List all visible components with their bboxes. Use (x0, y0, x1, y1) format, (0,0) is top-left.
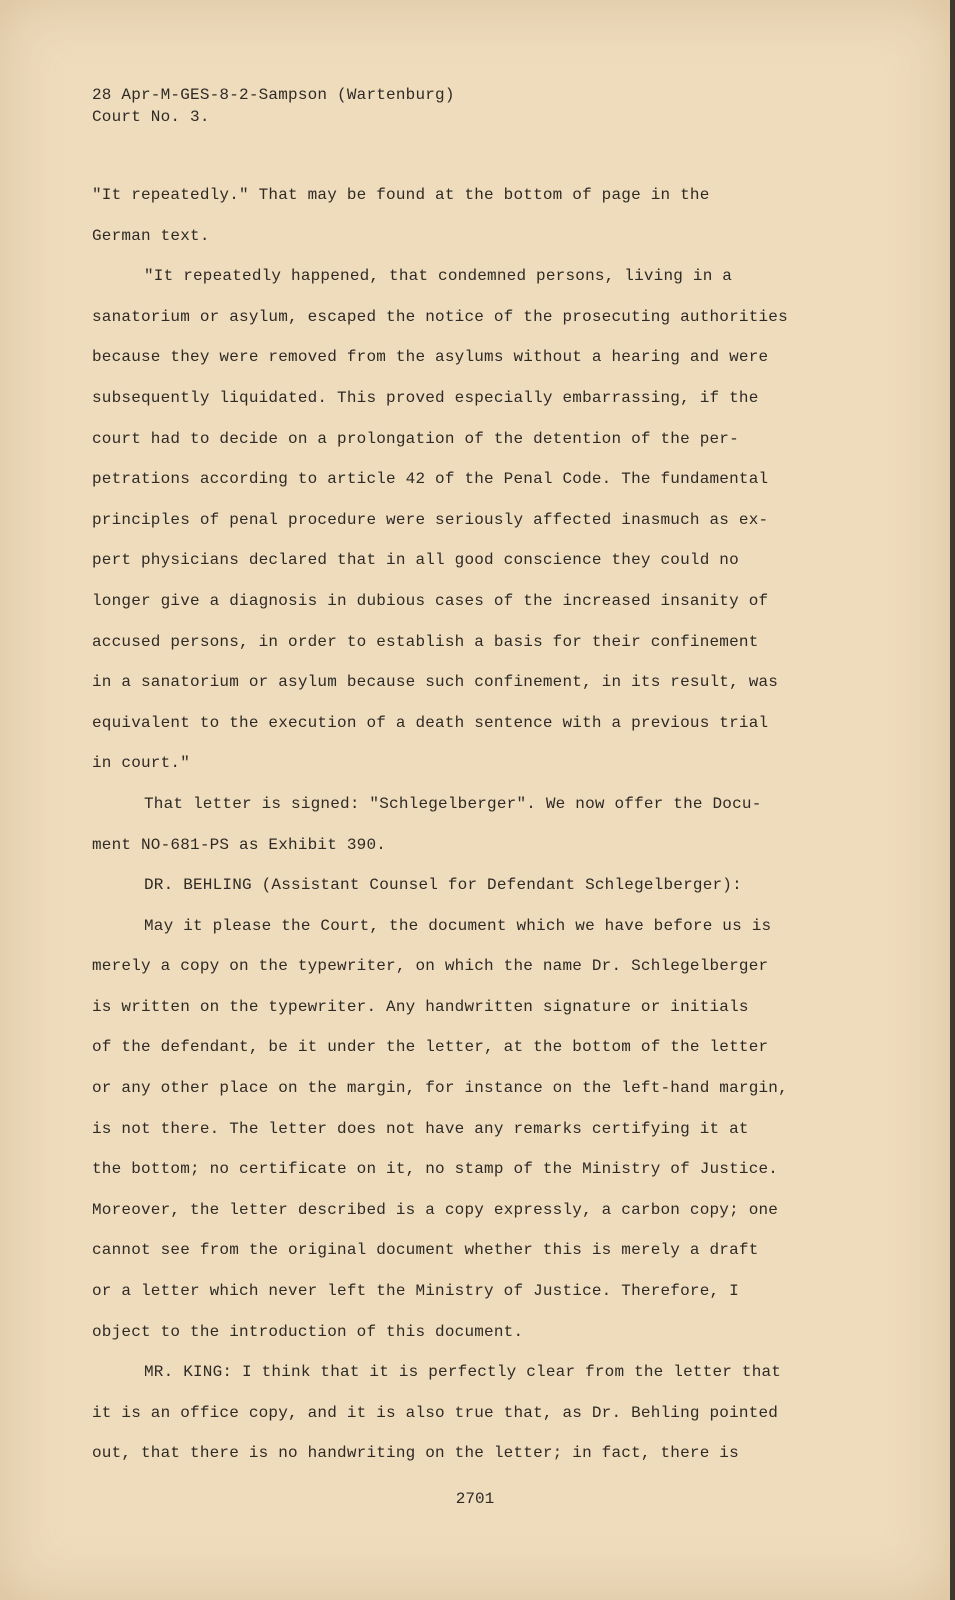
transcript-line: ment NO-681-PS as Exhibit 390. (92, 835, 387, 854)
transcript-line: MR. KING: I think that it is perfectly clear from the letter that (144, 1363, 782, 1382)
transcript-line: Moreover, the letter described is a copy expressly, a carbon copy; one (92, 1200, 779, 1219)
transcript-line: it is an office copy, and it is also true that, as Dr. Behling pointed (92, 1403, 779, 1422)
page-number: 2701 (455, 1490, 495, 1508)
transcript-line: longer give a diagnosis in dubious cases of the increased insanity of (92, 591, 769, 610)
transcript-line: or any other place on the margin, for instance on the left-hand margin, (92, 1079, 788, 1098)
transcript-line: petrations according to article 42 of the Penal Code. The fundamental (92, 470, 769, 489)
transcript-line: sanatorium or asylum, escaped the notice of the prosecuting authorities (92, 307, 788, 326)
transcript-line: pert physicians declared that in all good conscience they could no (92, 551, 739, 570)
transcript-line: court had to decide on a prolongation of the detention of the per- (92, 429, 739, 448)
transcript-line: "It repeatedly happened, that condemned persons, living in a (144, 267, 733, 286)
transcript-body (92, 84, 852, 1474)
transcript-line: merely a copy on the typewriter, on which the name Dr. Schlegelberger (92, 957, 769, 976)
transcript-line: DR. BEHLING (Assistant Counsel for Defendant Schlegelberger): (144, 876, 742, 895)
transcript-line: is written on the typewriter. Any handwritten signature or initials (92, 997, 749, 1016)
transcript-line: in court." (92, 754, 191, 773)
transcript-line: equivalent to the execution of a death sentence with a previous trial (92, 713, 769, 732)
transcript-text (92, 175, 852, 1474)
transcript-line: subsequently liquidated. This proved especially embarrassing, if the (92, 388, 759, 407)
transcript-line: of the defendant, be it under the letter, at the bottom of the letter (92, 1038, 769, 1057)
transcript-line: is not there. The letter does not have any remarks certifying it at (92, 1119, 749, 1138)
transcript-line: because they were removed from the asylums without a hearing and were (92, 348, 769, 367)
transcript-line: in a sanatorium or asylum because such confinement, in its result, was (92, 673, 779, 692)
transcript-line: the bottom; no certificate on it, no stamp of the Ministry of Justice. (92, 1160, 779, 1179)
page-edge (950, 0, 955, 1600)
transcript-line: object to the introduction of this document. (92, 1322, 524, 1341)
transcript-line: accused persons, in order to establish a basis for their confinement (92, 632, 759, 651)
header-court: Court No. 3. (92, 108, 210, 126)
transcript-line: May it please the Court, the document which we have before us is (144, 916, 772, 935)
transcript-line: or a letter which never left the Ministry of Justice. Therefore, I (92, 1282, 739, 1301)
transcript-line: cannot see from the original document whether this is merely a draft (92, 1241, 759, 1260)
transcript-line: German text. (92, 226, 210, 245)
transcript-line: out, that there is no handwriting on the letter; in fact, there is (92, 1444, 739, 1463)
transcript-line: "It repeatedly." That may be found at the bottom of page in the (92, 186, 710, 204)
transcript-line: That letter is signed: "Schlegelberger". We now offer the Docu- (144, 794, 762, 813)
header-reference: 28 Apr-M-GES-8-2-Sampson (Wartenburg) (92, 86, 455, 104)
transcript-line: principles of penal procedure were seriously affected inasmuch as ex- (92, 510, 769, 529)
